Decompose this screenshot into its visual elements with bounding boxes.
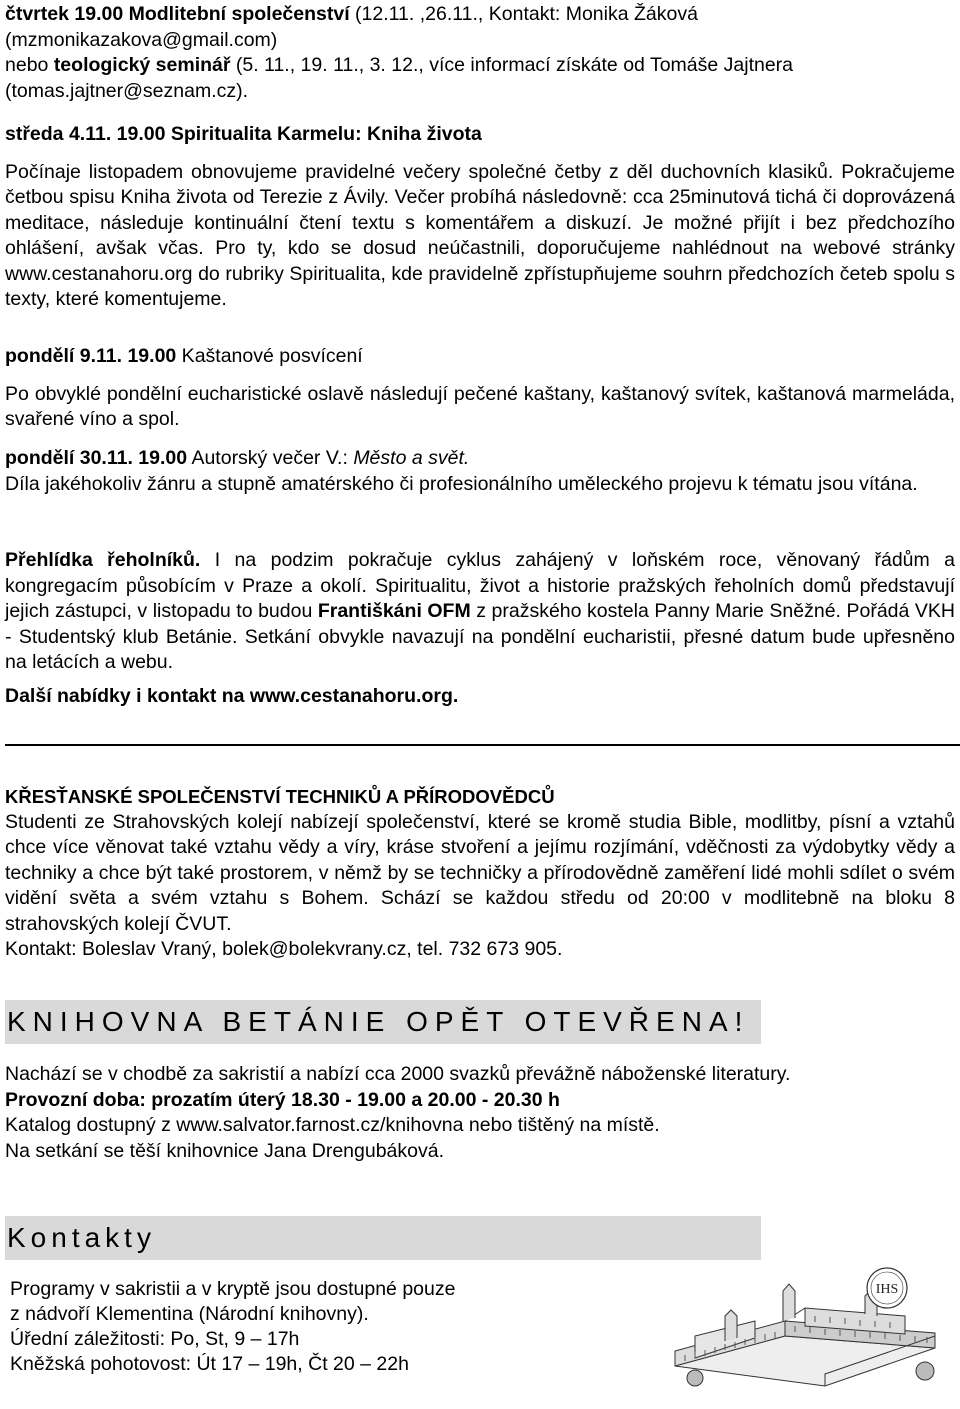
orders-franciscans: Františkáni OFM: [317, 600, 471, 622]
ksts-body: Studenti ze Strahovských kolejí nabízejí společenství, které se kromě studia Bible, modlitby, písní a vztahů chce více věnovat také vztahu vědy a víry, kráse stvoření a jejímu rozjímání, vděčnosti za výdobytky vědy a techniky a chce být také prostorem, v němž by se techničky a přírodovědně zaměření lidé mohli sdílet o svém vidění světa a svém vztahu s Bohem. Schází se každou středu od 20:00 v modlitebně na bloku 8 strahovských kolejí ČVUT.: [5, 810, 955, 935]
chestnut-body: Po obvyklé pondělní eucharistické oslavě následují pečené kaštany, kaštanový svítek, kaštanová marmeláda, svařené víno a spol.: [5, 382, 955, 430]
library-librarian: Na setkání se těší knihovnice Jana Drengubáková.: [5, 1139, 445, 1162]
prayer-contact: , Kontakt: Monika Žáková (mzmonikazakova@gmail.com): [5, 3, 698, 51]
ksts-heading: KŘESŤANSKÉ SPOLEČENSTVÍ TECHNIKŮ A PŘÍRODOVĚDCŮ: [5, 786, 555, 807]
contacts-line-2: z nádvoří Klementina (Národní knihovny).: [10, 1303, 369, 1325]
library-hours: Provozní doba: prozatím úterý 18.30 - 19.00 a 20.00 - 20.30 h: [5, 1088, 560, 1111]
more-offers: Další nabídky i kontakt na www.cestanahoru.org.: [5, 684, 459, 707]
thursday-block: [5, 2, 955, 104]
chestnut-title: Kaštanové posvícení: [176, 345, 363, 367]
author-title: Autorský večer V.:: [187, 447, 354, 469]
library-banner: KNIHOVNA BETÁNIE OPĚT OTEVŘENA!: [5, 1000, 761, 1044]
seminar-dates: (5. 11., 19. 11., 3. 12.: [230, 54, 419, 76]
library-line-1: Nachází se v chodbě za sakristií a nabízí cca 2000 svazků převážně náboženské literatury.: [5, 1063, 791, 1085]
seminar-contact: , více informací získáte od Tomáše Jajtnera (tomas.jajtner@seznam.cz).: [5, 54, 794, 102]
contacts-line-3: Úřední záležitosti: Po, St, 9 – 17h: [10, 1328, 300, 1350]
author-evening-block: [5, 446, 955, 497]
section-divider: [5, 744, 960, 746]
emblem-text: IHS: [875, 1282, 899, 1297]
prayer-group-title: čtvrtek 19.00 Modlitební společenství: [5, 3, 350, 25]
contacts-block: [10, 1277, 455, 1377]
ksts-block: [5, 784, 955, 963]
orders-text-1: I na podzim pokračuje cyklus zahájený v loňském roce, věnovaný řádům a kongregacím působícím v Praze a okolí. Spiritualitu, život a historie pražských řeholních domů představují jejich zástupci, v listopadu to budou: [5, 549, 955, 622]
ksts-contact: Kontakt: Boleslav Vraný, bolek@bolekvrany.cz, tel. 732 673 905.: [5, 938, 563, 960]
library-block: [5, 1062, 955, 1164]
klementinum-illustration: [665, 1266, 955, 1401]
seminar-title: teologický seminář: [53, 54, 231, 76]
or-text: nebo: [5, 54, 54, 76]
orders-block: [5, 548, 955, 709]
chestnut-block: [5, 344, 955, 433]
contacts-line-4: Kněžská pohotovost: Út 17 – 19h, Čt 20 – 22h: [10, 1353, 409, 1375]
orders-text-2: z pražského kostela Panny Marie Sněžné. Pořádá VKH - Studentský klub Betánie. Setkání obvykle navazují na pondělní eucharistii, přesné datum bude upřesněno na letácích a webu.: [5, 600, 955, 673]
karmel-block: [5, 122, 955, 313]
contacts-banner: Kontakty: [5, 1216, 761, 1260]
chestnut-date: pondělí 9.11. 19.00: [5, 345, 177, 367]
karmel-body: Počínaje listopadem obnovujeme pravidelné večery společné četby z děl duchovních klasiků. Pokračujeme četbou spisu Kniha života od Terezie z Ávily. Večer probíhá následovně: cca 25minutová tichá či doprovázená meditace, následuje kontinuální čtení textu s komentářem a diskuzí. Je možné přijít i bez předchozího ohlášení, avšak včas. Pro ty, kdo se dosud neúčastnili, doporučujeme nahlédnout na webové stránky www.cestanahoru.org do rubriky Spiritualita, kde pravidelně zpřístupňujeme souhrn předchozích četeb spolu s texty, které komentujeme.: [5, 160, 955, 310]
prayer-dates: (12.11. ,26.11.: [349, 3, 478, 25]
author-body: Díla jakéhokoliv žánru a stupně amatérského či profesionálního uměleckého projevu k tématu jsou vítána.: [5, 472, 918, 495]
orders-title: Přehlídka řeholníků.: [5, 549, 201, 571]
author-title-italic: Město a svět.: [353, 447, 470, 469]
karmel-title: středa 4.11. 19.00 Spiritualita Karmelu: Kniha života: [5, 123, 482, 145]
library-catalog: Katalog dostupný z www.salvator.farnost.cz/knihovna nebo tištěný na místě.: [5, 1114, 660, 1136]
contacts-line-1: Programy v sakristii a v kryptě jsou dostupné pouze: [10, 1278, 456, 1300]
klementinum-engraving: [665, 1266, 955, 1401]
author-date: pondělí 30.11. 19.00: [5, 447, 188, 469]
